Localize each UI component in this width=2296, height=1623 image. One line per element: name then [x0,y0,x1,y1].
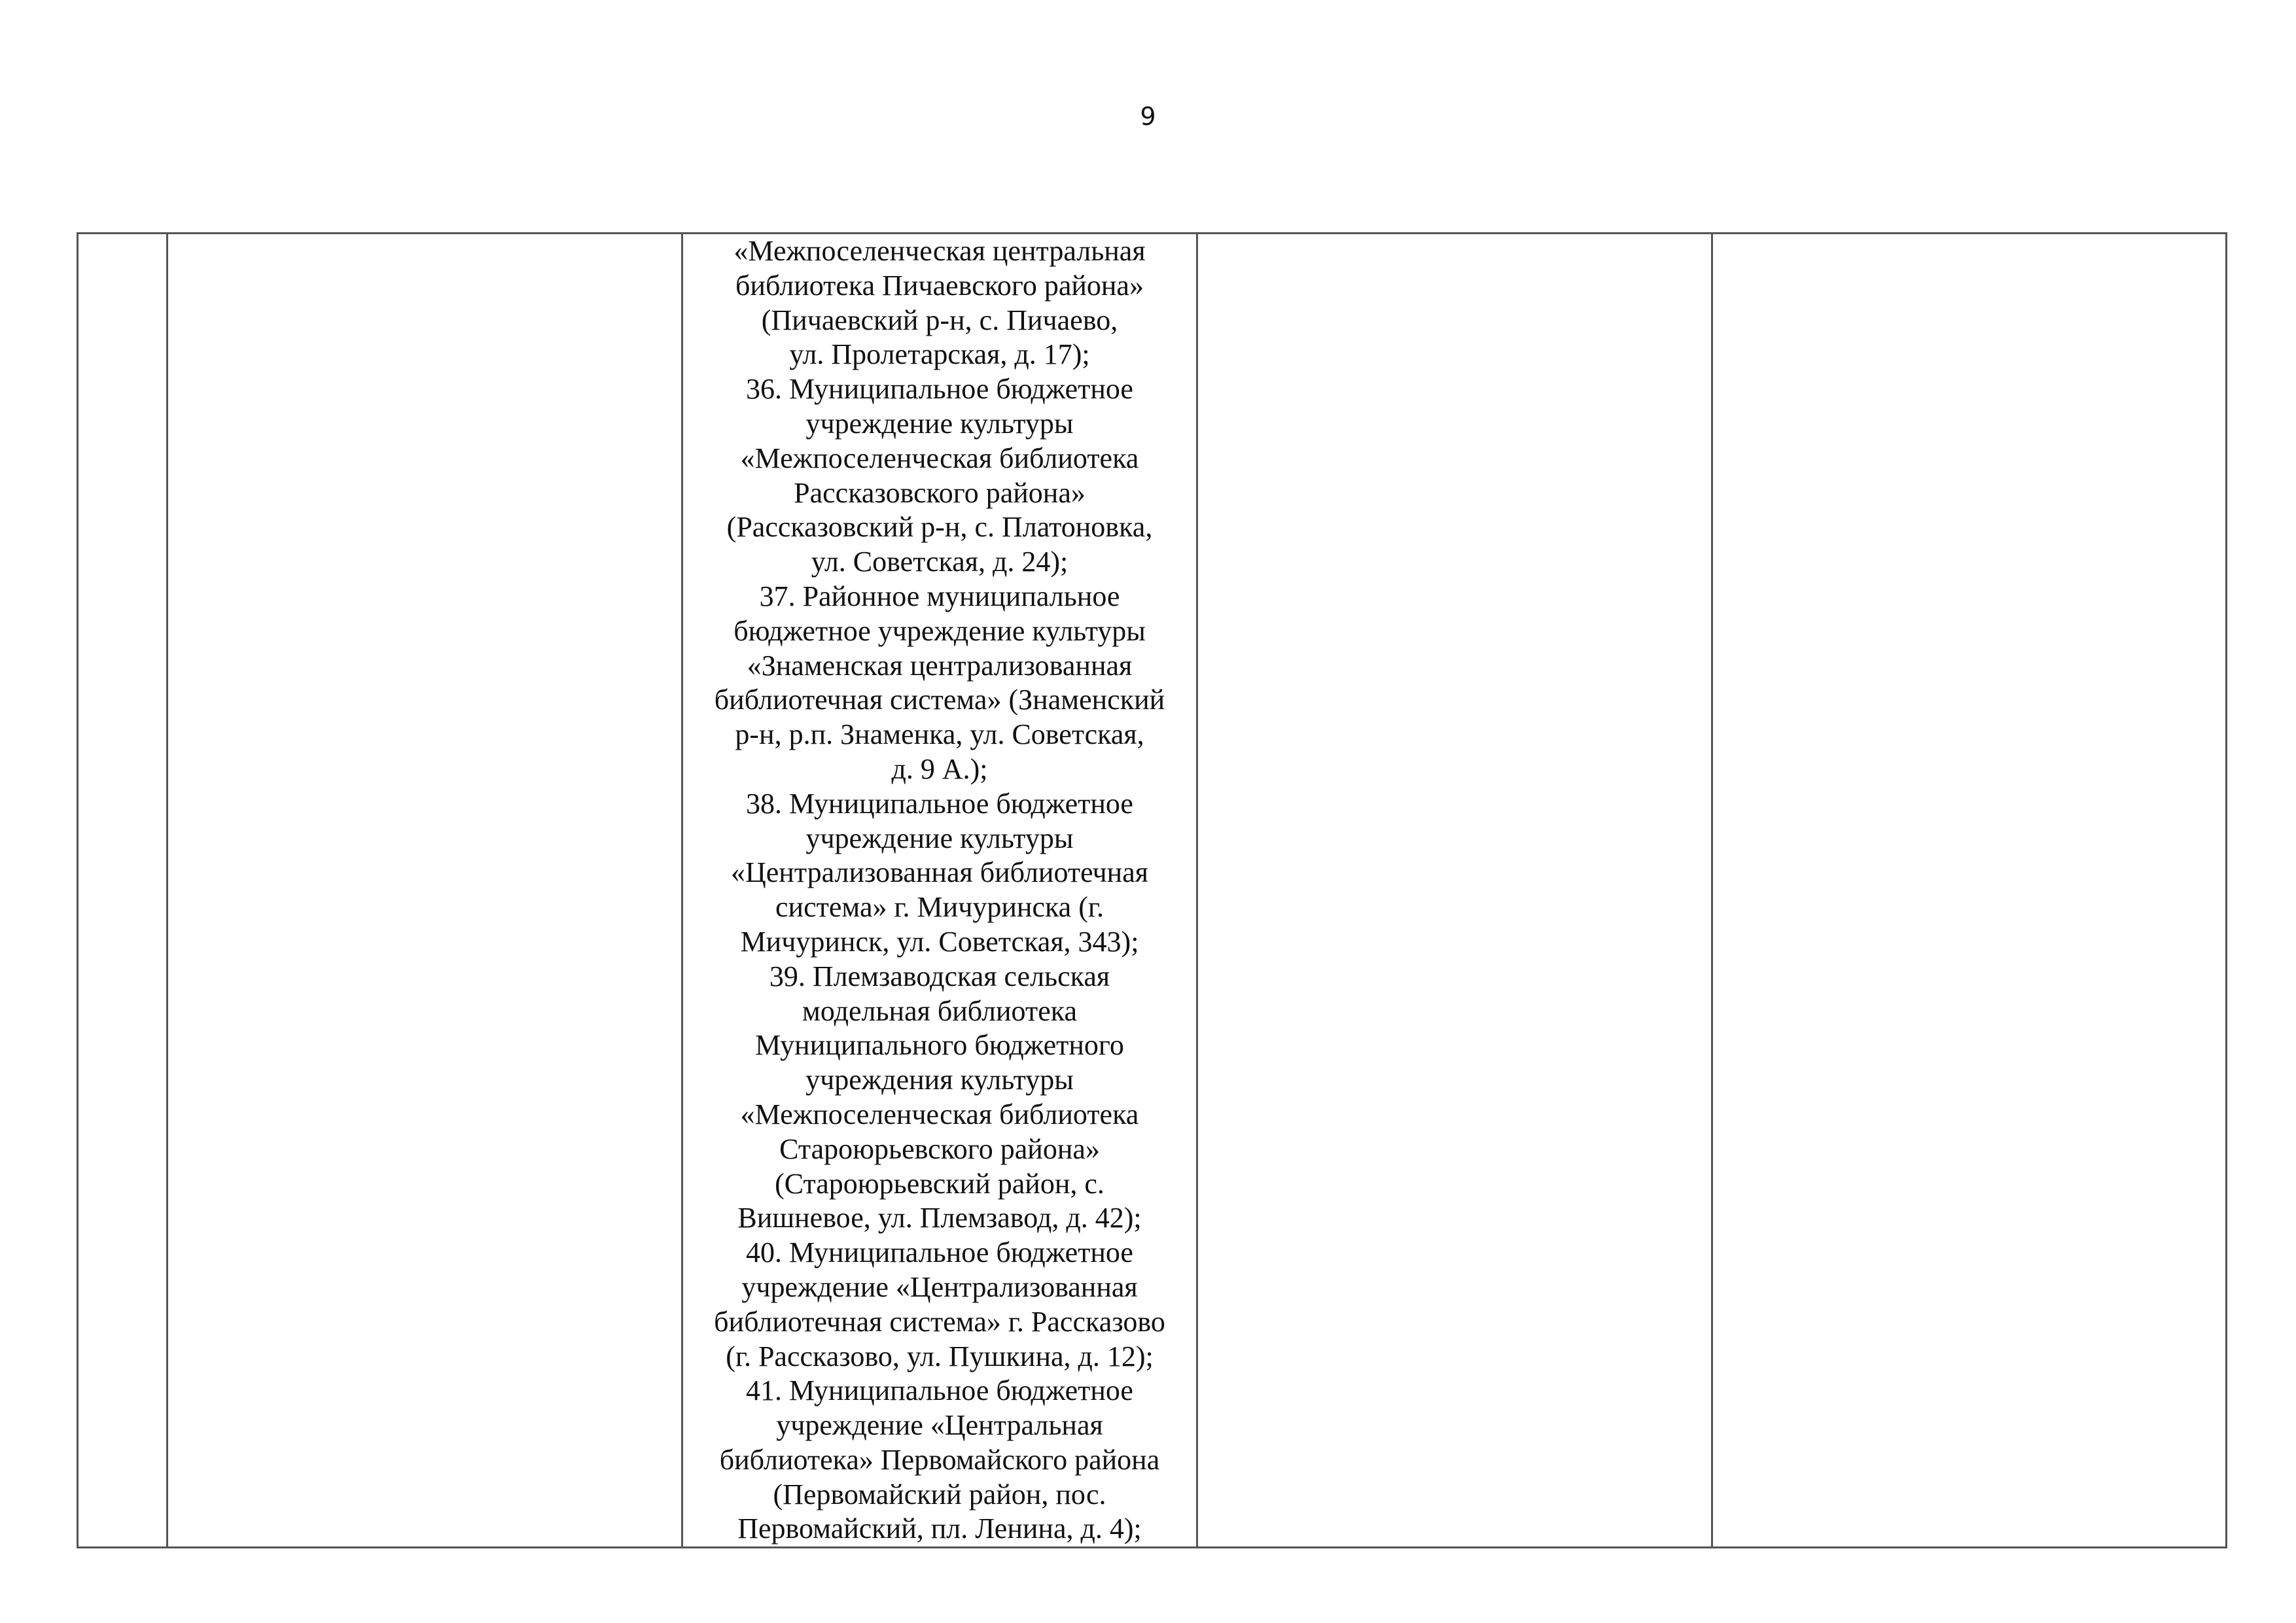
institution-line: ул. Пролетарская, д. 17); [789,338,1090,371]
institution-line: 41. Муниципальное бюджетное [746,1374,1133,1407]
institution-line: (Рассказовский р-н, с. Платоновка, [726,511,1153,544]
table-cell-2 [168,234,682,1548]
table-cell-institutions [682,234,1197,1548]
institution-line: учреждение культуры [805,407,1074,440]
institution-line: библиотека Пичаевского района» [735,269,1144,302]
page-number: 9 [1140,102,1156,131]
institution-line: учреждение «Центральная [776,1409,1103,1442]
institution-line: Первомайский, пл. Ленина, д. 4); [737,1512,1142,1545]
institution-line: 37. Районное муниципальное [759,580,1120,612]
institution-line: Рассказовского района» [794,476,1086,509]
table-cell-number [78,234,168,1548]
institution-line: 38. Муниципальное бюджетное [746,787,1133,820]
table-cell-5 [1712,234,2227,1548]
institution-line: (Староюрьевский район, с. [775,1167,1104,1200]
institution-line: Вишневое, ул. Племзавод, д. 42); [737,1202,1142,1234]
institution-line: система» г. Мичуринска (г. [775,891,1104,924]
institution-line: Мичуринск, ул. Советская, 343); [740,925,1139,958]
institution-line: (Пичаевский р-н, с. Пичаево, [761,304,1118,336]
institution-line: Муниципального бюджетного [755,1029,1124,1062]
institution-line: ул. Советская, д. 24); [811,546,1069,578]
table-row [78,234,2227,1548]
institution-line: «Централизованная библиотечная [731,856,1148,889]
table-cell-4 [1197,234,1712,1548]
institution-line: библиотечная система» (Знаменский [714,684,1165,716]
institution-line: «Знаменская централизованная [747,649,1133,682]
institution-line: 39. Племзаводская сельская [769,960,1110,992]
institution-line: учреждения культуры [805,1064,1074,1096]
institution-line: бюджетное учреждение культуры [733,614,1146,647]
institution-line: р-н, р.п. Знаменка, ул. Советская, [735,718,1144,751]
institution-line: библиотека» Первомайского района [719,1443,1160,1476]
institution-line: д. 9 А.); [891,752,988,785]
institution-line: Староюрьевского района» [779,1132,1100,1165]
institution-line: библиотечная система» г. Рассказово [714,1305,1165,1338]
institution-line: модельная библиотека [802,994,1077,1027]
institution-line: (Первомайский район, пос. [773,1478,1106,1510]
institutions-list [683,234,1196,1546]
institution-line: 40. Муниципальное бюджетное [746,1236,1133,1269]
institution-line: «Межпоселенческая центральная [733,235,1146,267]
institution-line: учреждение культуры [805,822,1074,854]
institution-line: «Межпоселенческая библиотека [740,1098,1139,1130]
institution-line: (г. Рассказово, ул. Пушкина, д. 12); [726,1340,1154,1372]
institution-line: 36. Муниципальное бюджетное [746,373,1133,406]
document-table [77,232,2227,1548]
institution-line: «Межпоселенческая библиотека [740,442,1139,474]
institution-line: учреждение «Централизованная [741,1270,1138,1303]
